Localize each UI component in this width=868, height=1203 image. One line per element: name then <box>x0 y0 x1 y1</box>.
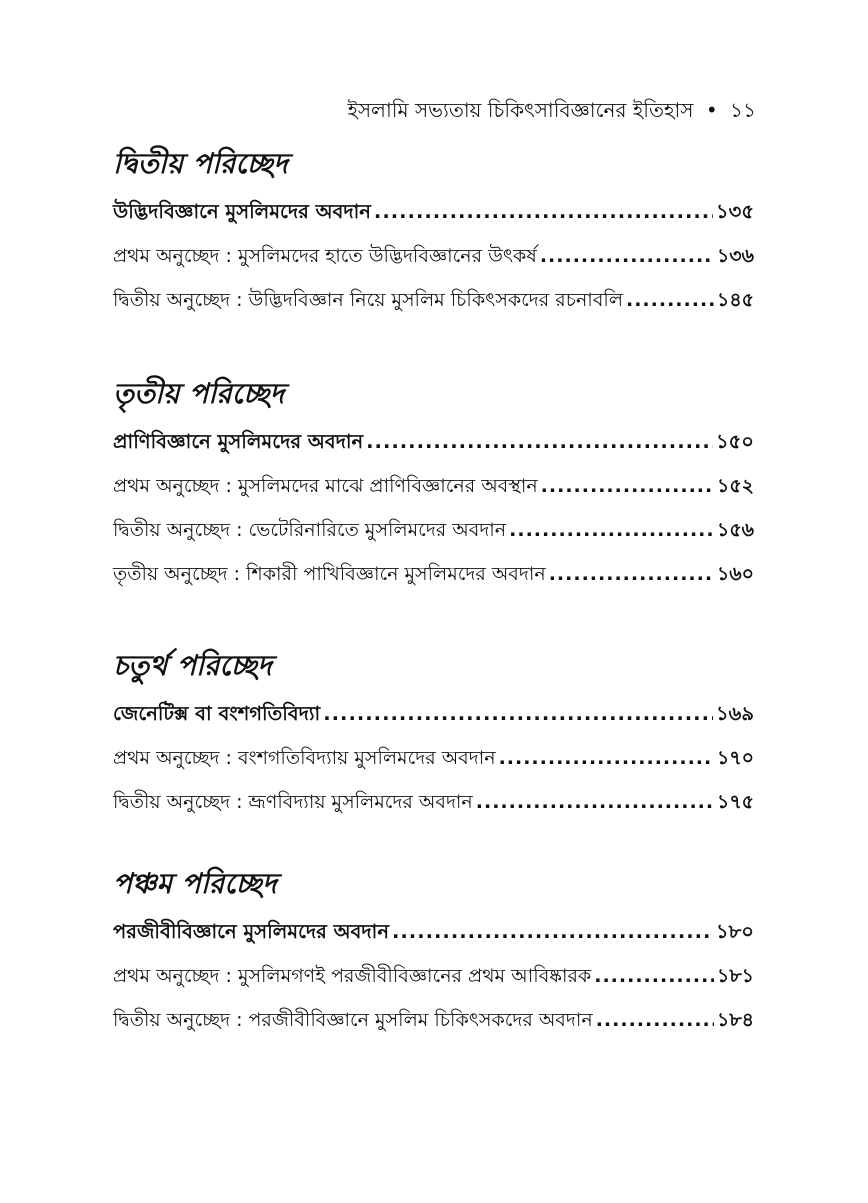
running-header <box>80 96 756 129</box>
toc-sub-entry <box>113 954 754 998</box>
toc-sub-entry <box>113 508 754 552</box>
toc-entry-label: তৃতীয় অনুচ্ছেদ : শিকারী পাখিবিজ্ঞানে মুসলিমদের অবদান <box>113 563 546 585</box>
toc-page-number: ১৭০ <box>716 747 754 769</box>
toc-entry-label: প্রথম অনুচ্ছেদ : মুসলিমদের হাতে উদ্ভিদবিজ্ঞানের উৎকর্ষ <box>113 245 537 267</box>
toc-entry-label: প্রথম অনুচ্ছেদ : মুসলিমদের মাঝে প্রাণিবিজ্ঞানের অবস্থান <box>113 475 538 497</box>
chapter-heading: দ্বিতীয় পরিচ্ছেদ <box>113 147 288 180</box>
toc-sub-entry <box>113 234 754 278</box>
toc-sub-entry <box>113 998 754 1042</box>
toc-sub-entry <box>113 464 754 508</box>
dot-leader <box>594 954 714 998</box>
toc-page-number: ১৮০ <box>716 920 754 943</box>
toc-entry-label: প্রথম অনুচ্ছেদ : বংশগতিবিদ্যায় মুসলিমদের অবদান <box>113 747 496 769</box>
toc-page-number: ১৫২ <box>716 475 754 497</box>
dot-leader <box>509 508 714 552</box>
dot-leader <box>476 780 714 824</box>
toc-page-number: ১৬০ <box>716 563 754 585</box>
toc-main-entry <box>113 420 754 464</box>
toc-entry-label: দ্বিতীয় অনুচ্ছেদ : পরজীবীবিজ্ঞানে মুসলিম চিকিৎসকদের অবদান <box>113 1009 593 1031</box>
toc-main-entry <box>113 190 754 234</box>
dot-leader <box>392 910 713 954</box>
dot-leader <box>541 464 714 508</box>
dot-leader <box>499 736 714 780</box>
dot-leader <box>366 420 713 464</box>
toc-section <box>113 858 754 1042</box>
toc-sub-entry <box>113 736 754 780</box>
toc-entry-label: প্রথম অনুচ্ছেদ : মুসলিমগণই পরজীবীবিজ্ঞানের প্রথম আবিষ্কারক <box>113 965 592 987</box>
running-header-title: ইসলামি সভ্যতায় চিকিৎসাবিজ্ঞানের ইতিহাস <box>347 98 694 122</box>
toc-page-number: ১৪৫ <box>717 289 754 311</box>
toc-entry-label: দ্বিতীয় অনুচ্ছেদ : ভ্রূণবিদ্যায় মুসলিমদের অবদান <box>113 791 473 813</box>
toc-sub-entry <box>113 278 754 322</box>
toc-entry-label: দ্বিতীয় অনুচ্ছেদ : উদ্ভিদবিজ্ঞান নিয়ে মুসলিম চিকিৎসকদের রচনাবলি <box>113 289 623 311</box>
chapter-heading: তৃতীয় পরিচ্ছেদ <box>113 377 285 410</box>
toc-entry-label: প্রাণিবিজ্ঞানে মুসলিমদের অবদান <box>113 430 364 453</box>
toc-page-number: ১৮৪ <box>717 1009 754 1031</box>
toc-page-number: ১৬৯ <box>716 702 754 725</box>
toc-section <box>113 640 754 824</box>
toc-page-number: ১৩৬ <box>716 245 754 267</box>
toc-section <box>113 138 754 322</box>
toc-section <box>113 368 754 596</box>
dot-leader <box>374 190 713 234</box>
toc-page-number: ১৮১ <box>717 965 754 987</box>
dot-leader <box>596 998 714 1042</box>
toc-sub-entry <box>113 780 754 824</box>
dot-leader <box>323 692 713 736</box>
toc-page-number: ১৫০ <box>716 430 754 453</box>
toc-main-entry <box>113 692 754 736</box>
dot-leader <box>626 278 714 322</box>
toc-entry-label: জেনেটিক্স বা বংশগতিবিদ্যা <box>113 702 321 725</box>
toc-entry-label: উদ্ভিদবিজ্ঞানে মুসলিমদের অবদান <box>113 200 371 223</box>
toc-page-number: ১৫৬ <box>716 519 754 541</box>
toc-page-number: ১৩৫ <box>716 200 754 223</box>
dot-leader <box>540 234 714 278</box>
toc-sub-entry <box>113 552 754 596</box>
toc-entry-label: দ্বিতীয় অনুচ্ছেদ : ভেটেরিনারিতে মুসলিমদের অবদান <box>113 519 507 541</box>
toc-main-entry <box>113 910 754 954</box>
dot-leader <box>549 552 714 596</box>
toc-page-number: ১৭৫ <box>716 791 754 813</box>
running-header-page-number: ১১ <box>730 98 756 122</box>
toc-entry-label: পরজীবীবিজ্ঞানে মুসলিমদের অবদান <box>113 920 389 943</box>
chapter-heading: চতুর্থ পরিচ্ছেদ <box>113 649 272 682</box>
running-header-bullet: • <box>705 98 718 122</box>
chapter-heading: পঞ্চম পরিচ্ছেদ <box>113 867 277 900</box>
